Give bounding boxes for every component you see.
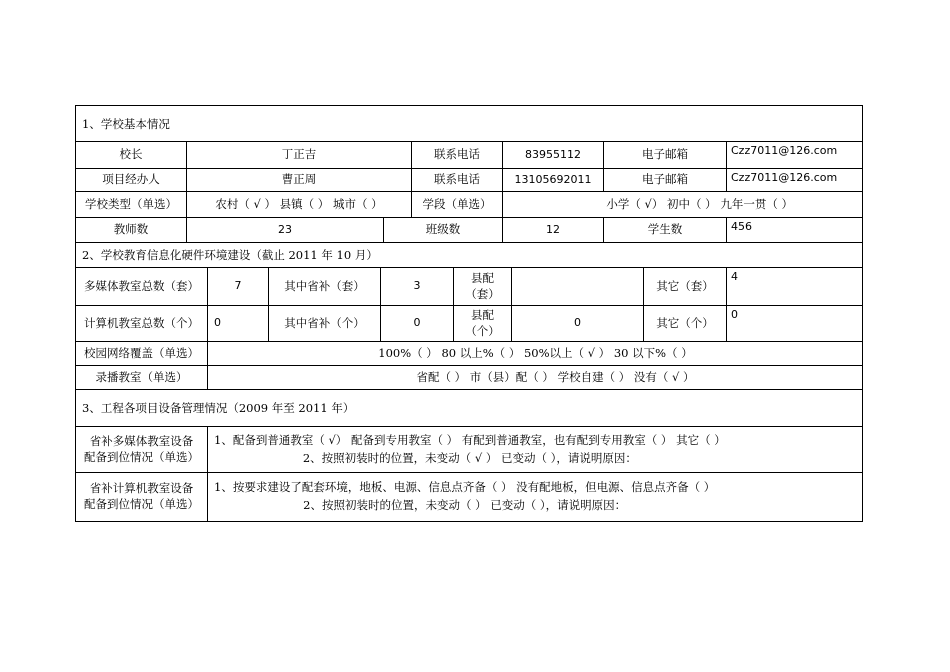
principal-label: 校长 [76, 142, 187, 168]
computer-setup-line-2: 2、按照初装时的位置，未变动（ ） 已变动（ ），请说明原因： [303, 498, 627, 512]
students-label: 学生数 [604, 218, 727, 242]
multimedia-setup-label: 省补多媒体教室设备 配备到位情况（单选） [76, 427, 208, 472]
computer-row [76, 306, 862, 342]
multimedia-setup-line-1: 1、配备到普通教室（ √） 配备到专用教室（ ） 有配到普通教室，也有配到专用教室（ ） 其它（ ） [214, 432, 726, 447]
multimedia-prov-label: 其中省补（套） [269, 268, 381, 305]
computer-total-label: 计算机教室总数（个） [76, 306, 208, 341]
section-2-title: 2、学校教育信息化硬件环境建设（截止 2011 年 10 月） [82, 248, 378, 262]
principal-email-label: 电子邮箱 [604, 142, 727, 168]
section-1-title: 1、学校基本情况 [82, 116, 170, 131]
manager-phone-label: 联系电话 [412, 169, 503, 191]
network-label: 校园网络覆盖（单选） [76, 342, 208, 365]
principal-name: 丁正吉 [187, 142, 412, 168]
manager-phone: 13105692011 [503, 169, 604, 191]
recording-label: 录播教室（单选） [76, 366, 208, 389]
principal-phone-label: 联系电话 [412, 142, 503, 168]
computer-county-label: 县配 （个） [454, 306, 512, 341]
teachers-label: 教师数 [76, 218, 187, 242]
section-1-header [76, 106, 862, 142]
stage-label: 学段（单选） [412, 192, 503, 217]
computer-setup-row [76, 473, 862, 521]
network-row [76, 342, 862, 366]
manager-name: 曹正周 [187, 169, 412, 191]
multimedia-total-value: 7 [208, 268, 269, 305]
section-2-header [76, 243, 862, 268]
multimedia-setup-answer [208, 427, 863, 472]
manager-email-label: 电子邮箱 [604, 169, 727, 191]
computer-setup-label: 省补计算机教室设备 配备到位情况（单选） [76, 473, 208, 521]
classes-label: 班级数 [384, 218, 503, 242]
computer-prov-label: 其中省补（个） [269, 306, 381, 341]
school-type-label: 学校类型（单选） [76, 192, 187, 217]
computer-total-value: 0 [208, 306, 269, 341]
multimedia-prov-value: 3 [381, 268, 454, 305]
section-3-title: 3、工程各项目设备管理情况（2009 年至 2011 年） [82, 401, 355, 415]
multimedia-setup-row [76, 427, 862, 473]
multimedia-county-label: 县配 （套） [454, 268, 512, 305]
multimedia-setup-line-2: 2、按照初装时的位置，未变动（ √ ） 已变动（ ），请说明原因： [302, 450, 637, 465]
computer-other-label: 其它（个） [644, 306, 727, 341]
network-options: 100%（ ） 80 以上%（ ） 50%以上（ √ ） 30 以下%（ ） [378, 345, 693, 360]
computer-setup-line-1: 1、按要求建设了配套环境，地板、电源、信息点齐备（ ） 没有配地板，但电源、信息点齐备（ ） [214, 480, 716, 495]
principal-phone: 83955112 [503, 142, 604, 168]
counts-row [76, 218, 862, 243]
section-3-header [76, 390, 862, 427]
manager-row [76, 169, 862, 192]
stage-options: 小学（ √） 初中（ ） 九年一贯（ ） [606, 196, 793, 211]
multimedia-other-value: 4 [731, 270, 738, 283]
recording-row [76, 366, 862, 390]
multimedia-county-value [512, 268, 644, 305]
computer-setup-answer [208, 473, 863, 521]
school-type-row [76, 192, 862, 218]
teachers-value: 23 [187, 218, 384, 242]
computer-prov-value: 0 [381, 306, 454, 341]
principal-email: Czz7011@126.com [731, 144, 838, 157]
computer-other-value: 0 [731, 308, 738, 321]
computer-county-value: 0 [512, 306, 644, 341]
students-value: 456 [731, 220, 752, 233]
manager-email: Czz7011@126.com [731, 171, 838, 184]
multimedia-total-label: 多媒体教室总数（套） [76, 268, 208, 305]
principal-row [76, 142, 862, 169]
classes-value: 12 [503, 218, 604, 242]
survey-table [75, 105, 863, 522]
manager-label: 项目经办人 [76, 169, 187, 191]
school-type-options: 农村（ √ ） 县镇（ ） 城市（ ） [187, 192, 412, 217]
multimedia-other-label: 其它（套） [644, 268, 727, 305]
multimedia-row [76, 268, 862, 306]
recording-options: 省配（ ） 市（县）配（ ） 学校自建（ ） 没有（ √ ） [416, 369, 695, 384]
